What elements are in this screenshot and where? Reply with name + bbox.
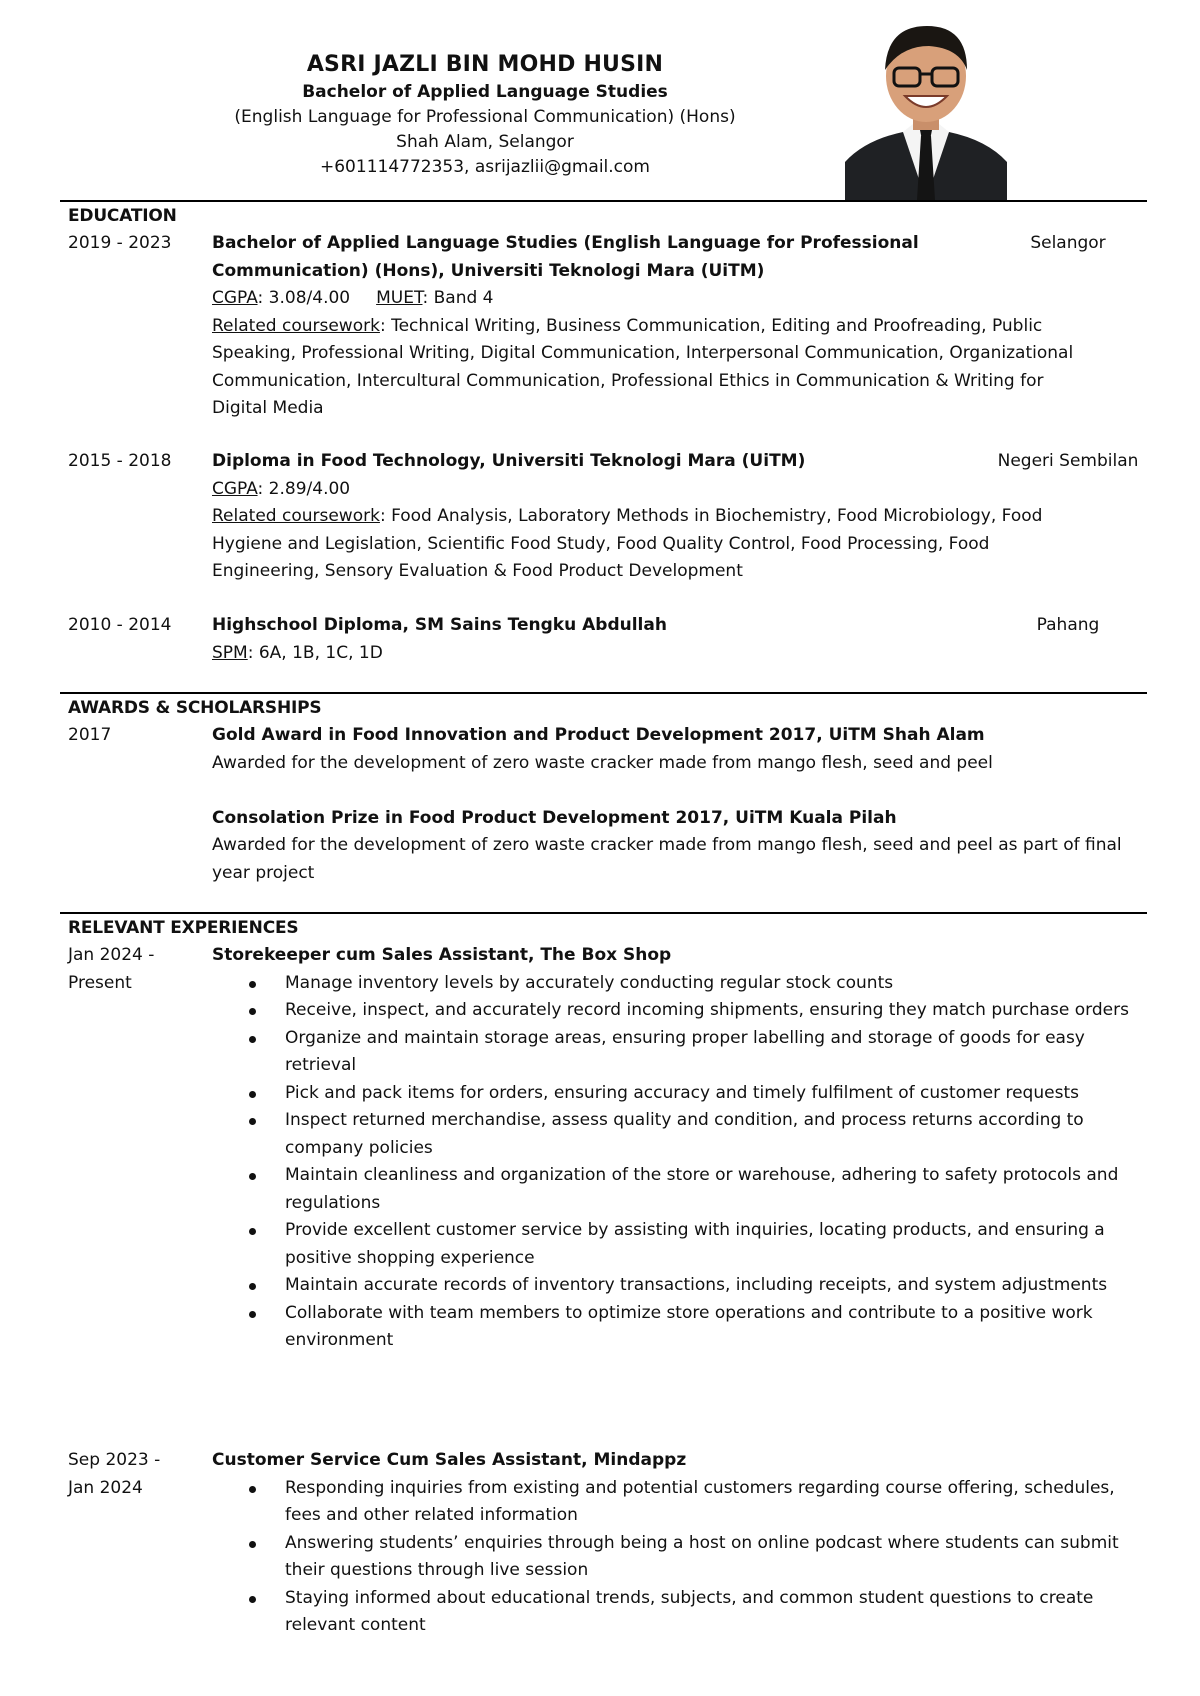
education-location: Negeri Sembilan <box>997 451 1139 471</box>
contact-info: +601114772353, asrijazlii@gmail.com <box>320 157 650 177</box>
list-item: Maintain accurate records of inventory transactions, including receipts, and system adjustments <box>212 1272 1142 1300</box>
cgpa-value: : 2.89/4.00 <box>257 478 351 499</box>
coursework-list: : Technical Writing, Business Communication, Editing and Proofreading, Public Speaking, Professional Writing, Digital Communication, Interpersonal Communication, Organizational Communication, Intercultural Communication, Professional Ethics in Communication & Writing for Digital Media <box>212 315 1074 418</box>
education-details <box>212 612 1077 667</box>
job-duties <box>212 1475 1142 1640</box>
candidate-name: ASRI JAZLI BIN MOHD HUSIN <box>306 52 664 77</box>
list-item: Maintain cleanliness and organization of the store or warehouse, adhering to safety protocols and regulations <box>212 1162 1142 1217</box>
education-details <box>212 230 1077 423</box>
list-item: Collaborate with team members to optimize store operations and contribute to a positive work environment <box>212 1300 1142 1355</box>
home-location: Shah Alam, Selangor <box>396 132 574 152</box>
coursework-label: Related coursework <box>212 506 380 526</box>
muet-value: : Band 4 <box>422 288 494 308</box>
job-start-date: Jan 2024 - <box>68 945 155 965</box>
list-item: Manage inventory levels by accurately conducting regular stock counts <box>212 970 1142 998</box>
coursework-list: : Food Analysis, Laboratory Methods in Biochemistry, Food Microbiology, Food Hygiene and Legislation, Scientific Food Study, Food Quality Control, Food Processing, Food Engineering, Sensory Evaluation & Food Product Development <box>212 506 1043 581</box>
award-description: Awarded for the development of zero waste cracker made from mango flesh, seed and peel as part of final year project <box>212 835 1122 883</box>
spm-value: : 6A, 1B, 1C, 1D <box>247 642 383 663</box>
award-date: 2017 <box>68 725 112 745</box>
list-item: Organize and maintain storage areas, ensuring proper labelling and storage of goods for easy retrieval <box>212 1025 1142 1080</box>
spm-label: SPM <box>212 642 248 663</box>
education-title: Diploma in Food Technology, Universiti Teknologi Mara (UiTM) <box>212 451 806 471</box>
list-item: Responding inquiries from existing and potential customers regarding course offering, schedules, fees and other related information <box>212 1475 1142 1530</box>
section-divider <box>60 200 1147 202</box>
job-start-date: Sep 2023 - <box>68 1450 161 1470</box>
education-date: 2019 - 2023 <box>68 233 172 253</box>
job-title: Customer Service Cum Sales Assistant, Mindappz <box>212 1450 687 1470</box>
job-dates <box>68 942 198 997</box>
education-location: Pahang <box>1036 615 1100 635</box>
awards-heading: AWARDS & SCHOLARSHIPS <box>68 698 322 718</box>
list-item: Provide excellent customer service by assisting with inquiries, locating products, and ensuring a positive shopping experience <box>212 1217 1142 1272</box>
coursework <box>212 313 1077 423</box>
resume-header <box>60 50 960 180</box>
cgpa-label: CGPA <box>212 478 258 499</box>
degree-title: Bachelor of Applied Language Studies <box>302 82 668 102</box>
award-details <box>212 722 1142 887</box>
section-divider <box>60 692 1147 694</box>
job-details <box>212 1447 1142 1640</box>
muet-label: MUET <box>376 288 423 308</box>
education-date: 2010 - 2014 <box>68 615 172 635</box>
grades-line <box>212 285 1077 313</box>
profile-photo <box>845 12 1007 200</box>
education-heading: EDUCATION <box>68 206 177 226</box>
job-title: Storekeeper cum Sales Assistant, The Box Shop <box>212 945 672 965</box>
job-end-date: Jan 2024 <box>68 1477 143 1498</box>
degree-program: (English Language for Professional Communication) (Hons) <box>234 107 736 127</box>
education-details <box>212 448 1077 586</box>
grades-line <box>212 640 1077 668</box>
list-item: Receive, inspect, and accurately record incoming shipments, ensuring they match purchase orders <box>212 997 1142 1025</box>
award-title: Consolation Prize in Food Product Development 2017, UiTM Kuala Pilah <box>212 807 897 828</box>
job-end-date: Present <box>68 972 132 993</box>
section-divider <box>60 912 1147 914</box>
education-title: Bachelor of Applied Language Studies (English Language for Professional Communication) (Hons), Universiti Teknologi Mara (UiTM) <box>212 233 919 281</box>
award-description: Awarded for the development of zero waste cracker made from mango flesh, seed and peel <box>212 752 993 773</box>
cgpa-label: CGPA <box>212 288 258 308</box>
list-item: Answering students’ enquiries through being a host on online podcast where students can submit their questions through live session <box>212 1530 1142 1585</box>
cgpa-value: : 3.08/4.00 <box>257 288 351 308</box>
grades-line <box>212 476 1077 504</box>
list-item: Staying informed about educational trends, subjects, and common student questions to create relevant content <box>212 1585 1142 1640</box>
coursework-label: Related coursework <box>212 315 380 336</box>
job-duties <box>212 970 1142 1355</box>
coursework <box>212 503 1077 586</box>
education-title: Highschool Diploma, SM Sains Tengku Abdullah <box>212 615 667 635</box>
list-item: Inspect returned merchandise, assess quality and condition, and process returns according to company policies <box>212 1107 1142 1162</box>
education-location: Selangor <box>1030 233 1106 253</box>
job-details <box>212 942 1142 1355</box>
award-title: Gold Award in Food Innovation and Product Development 2017, UiTM Shah Alam <box>212 725 985 745</box>
education-date: 2015 - 2018 <box>68 451 172 471</box>
list-item: Pick and pack items for orders, ensuring accuracy and timely fulfilment of customer requests <box>212 1080 1142 1108</box>
job-dates <box>68 1447 198 1502</box>
experience-heading: RELEVANT EXPERIENCES <box>68 918 299 938</box>
